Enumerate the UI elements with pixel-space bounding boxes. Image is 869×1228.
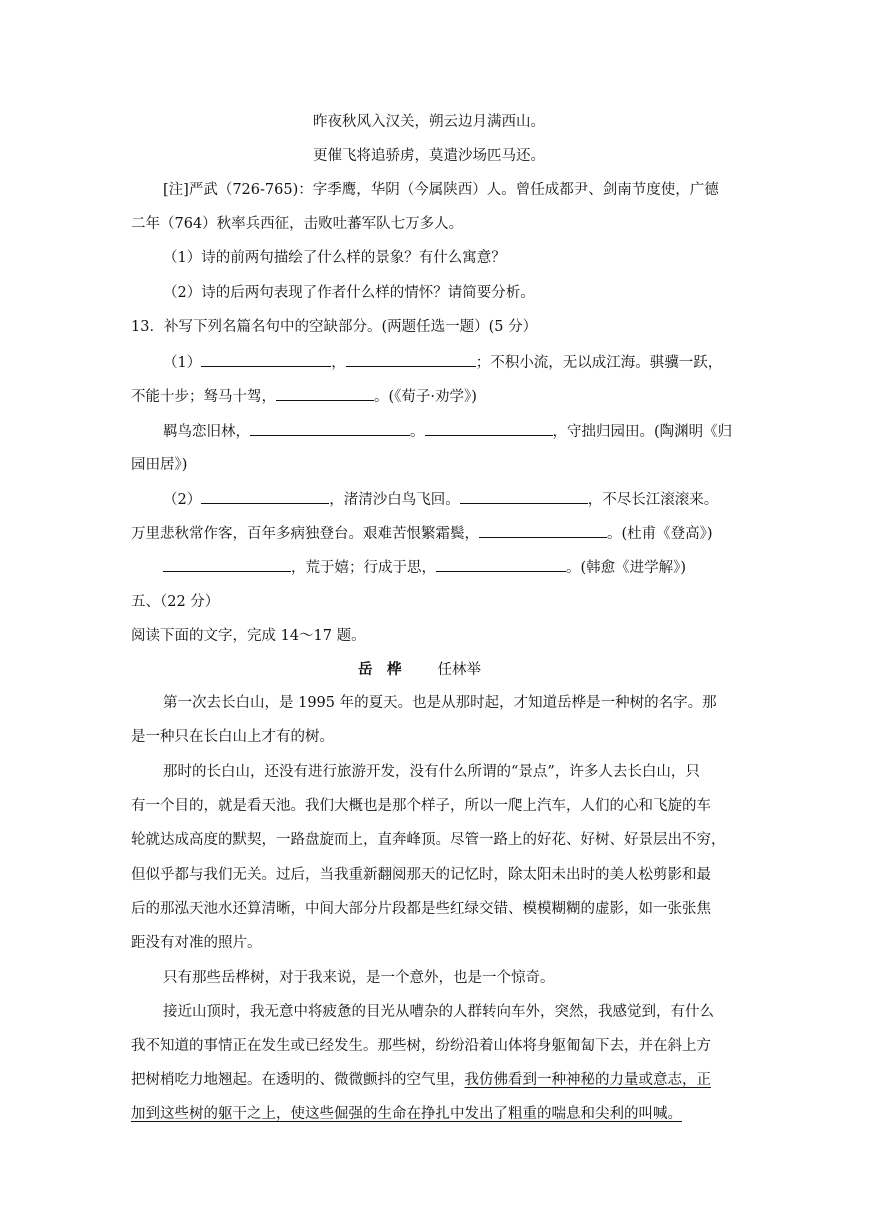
- answer-blank[interactable]: [201, 352, 331, 367]
- item-number: （1）: [163, 355, 202, 371]
- passage-line: 我不知道的事情正在发生或已经发生。那些树，纷纷沿着山体将身躯匍匐下去，并在斜上方: [131, 1038, 711, 1054]
- answer-blank[interactable]: [460, 489, 588, 504]
- text: ，守拙归园田。(陶渊明《归: [552, 424, 733, 440]
- passage-line: 后的那泓天池水还算清晰，中间大部分片段都是些红绿交错、模模糊糊的虚影，如一张张焦: [131, 901, 711, 917]
- underlined-sentence: 加到这些树的躯干之上，使这些倔强的生命在挣扎中发出了粗重的喘息和尖利的叫喊。: [131, 1106, 682, 1122]
- article-author: 任林举: [437, 662, 481, 678]
- text: ，荒于嬉；行成于思，: [291, 560, 436, 576]
- punct: ，: [331, 355, 346, 371]
- article-title: 岳 桦: [358, 662, 402, 678]
- fill-line: [163, 489, 718, 510]
- answer-blank[interactable]: [250, 421, 410, 436]
- question-item: （2）诗的后两句表现了作者什么样的情怀？请简要分析。: [163, 285, 535, 301]
- passage-line: 有一个目的，就是看天池。我们大概也是那个样子，所以一爬上汽车，人们的心和飞旋的车: [131, 798, 711, 814]
- underlined-sentence: 我仿佛看到一种神秘的力量或意志，正: [464, 1072, 711, 1088]
- passage-line: 接近山顶时，我无意中将疲惫的目光从嘈杂的人群转向车外，突然，我感觉到，有什么: [163, 1004, 714, 1020]
- passage-line: 但似乎都与我们无关。过后，当我重新翻阅那天的记忆时，除太阳未出时的美人松剪影和最: [131, 867, 711, 883]
- text: 。(《荀子·劝学》): [374, 389, 477, 405]
- article-title-block: [358, 660, 481, 680]
- passage-line: [131, 1070, 711, 1090]
- text: 。(杜甫《登高》): [607, 526, 713, 542]
- answer-blank[interactable]: [436, 557, 566, 572]
- fill-line: [131, 386, 477, 407]
- note-line: 二年（764）秋率兵西征，击败吐蕃军队七万多人。: [131, 216, 464, 232]
- section-header: 五、（22 分）: [131, 594, 220, 610]
- text: ，不尽长江滚滚来。: [587, 492, 719, 508]
- passage-line: 是一种只在长白山上才有的树。: [131, 729, 334, 745]
- text: 不能十步；驽马十驾，: [131, 389, 276, 405]
- question-item: （1）诗的前两句描绘了什么样的景象？有什么寓意？: [163, 250, 506, 266]
- punct: 。: [410, 424, 425, 440]
- passage-line: 距没有对准的照片。: [131, 935, 262, 951]
- fill-line: [131, 523, 713, 544]
- fill-line: [163, 421, 732, 442]
- answer-blank[interactable]: [479, 523, 607, 538]
- text: ，渚清沙白鸟飞回。: [329, 492, 460, 508]
- answer-blank[interactable]: [346, 352, 476, 367]
- fill-line: [163, 557, 686, 578]
- text: 万里悲秋常作客，百年多病独登台。艰难苦恨繁霜鬓，: [131, 526, 479, 542]
- fill-line: 园田居》): [131, 457, 188, 473]
- answer-blank[interactable]: [163, 557, 291, 572]
- poem-line: 更催飞将追骄虏，莫遣沙场匹马还。: [313, 148, 545, 164]
- item-number: （2）: [163, 492, 202, 508]
- text: 羁鸟恋旧林，: [163, 424, 250, 440]
- passage-line: 只有那些岳桦树，对于我来说，是一个意外，也是一个惊奇。: [163, 970, 555, 986]
- answer-blank[interactable]: [276, 386, 374, 401]
- note-line: [注]严武（726-765)：字季鹰，华阴（今属陕西）人。曾任成都尹、剑南节度使，广德: [163, 182, 719, 198]
- text: ；不积小流，无以成江海。骐骥一跃，: [475, 355, 723, 371]
- passage-line: 那时的长白山，还没有进行旅游开发，没有什么所谓的“景点”，许多人去长白山，只: [163, 764, 700, 780]
- answer-blank[interactable]: [425, 421, 553, 436]
- text: 。(韩愈《进学解》): [566, 560, 687, 576]
- section-instruction: 阅读下面的文字，完成 14～17 题。: [131, 628, 366, 644]
- text: 把树梢吃力地翘起。在透明的、微微颤抖的空气里，: [131, 1072, 465, 1088]
- poem-line: 昨夜秋风入汉关，朔云边月满西山。: [313, 114, 545, 130]
- passage-line: 轮就达成高度的默契，一路盘旋而上，直奔峰顶。尽管一路上的好花、好树、好景层出不穷，: [131, 832, 726, 848]
- passage-line: 第一次去长白山，是 1995 年的夏天。也是从那时起，才知道岳桦是一种树的名字。那: [163, 695, 717, 711]
- fill-line: [163, 352, 722, 373]
- question-header: 13．补写下列名篇名句中的空缺部分。(两题任选一题）(5 分）: [131, 319, 538, 335]
- answer-blank[interactable]: [201, 489, 329, 504]
